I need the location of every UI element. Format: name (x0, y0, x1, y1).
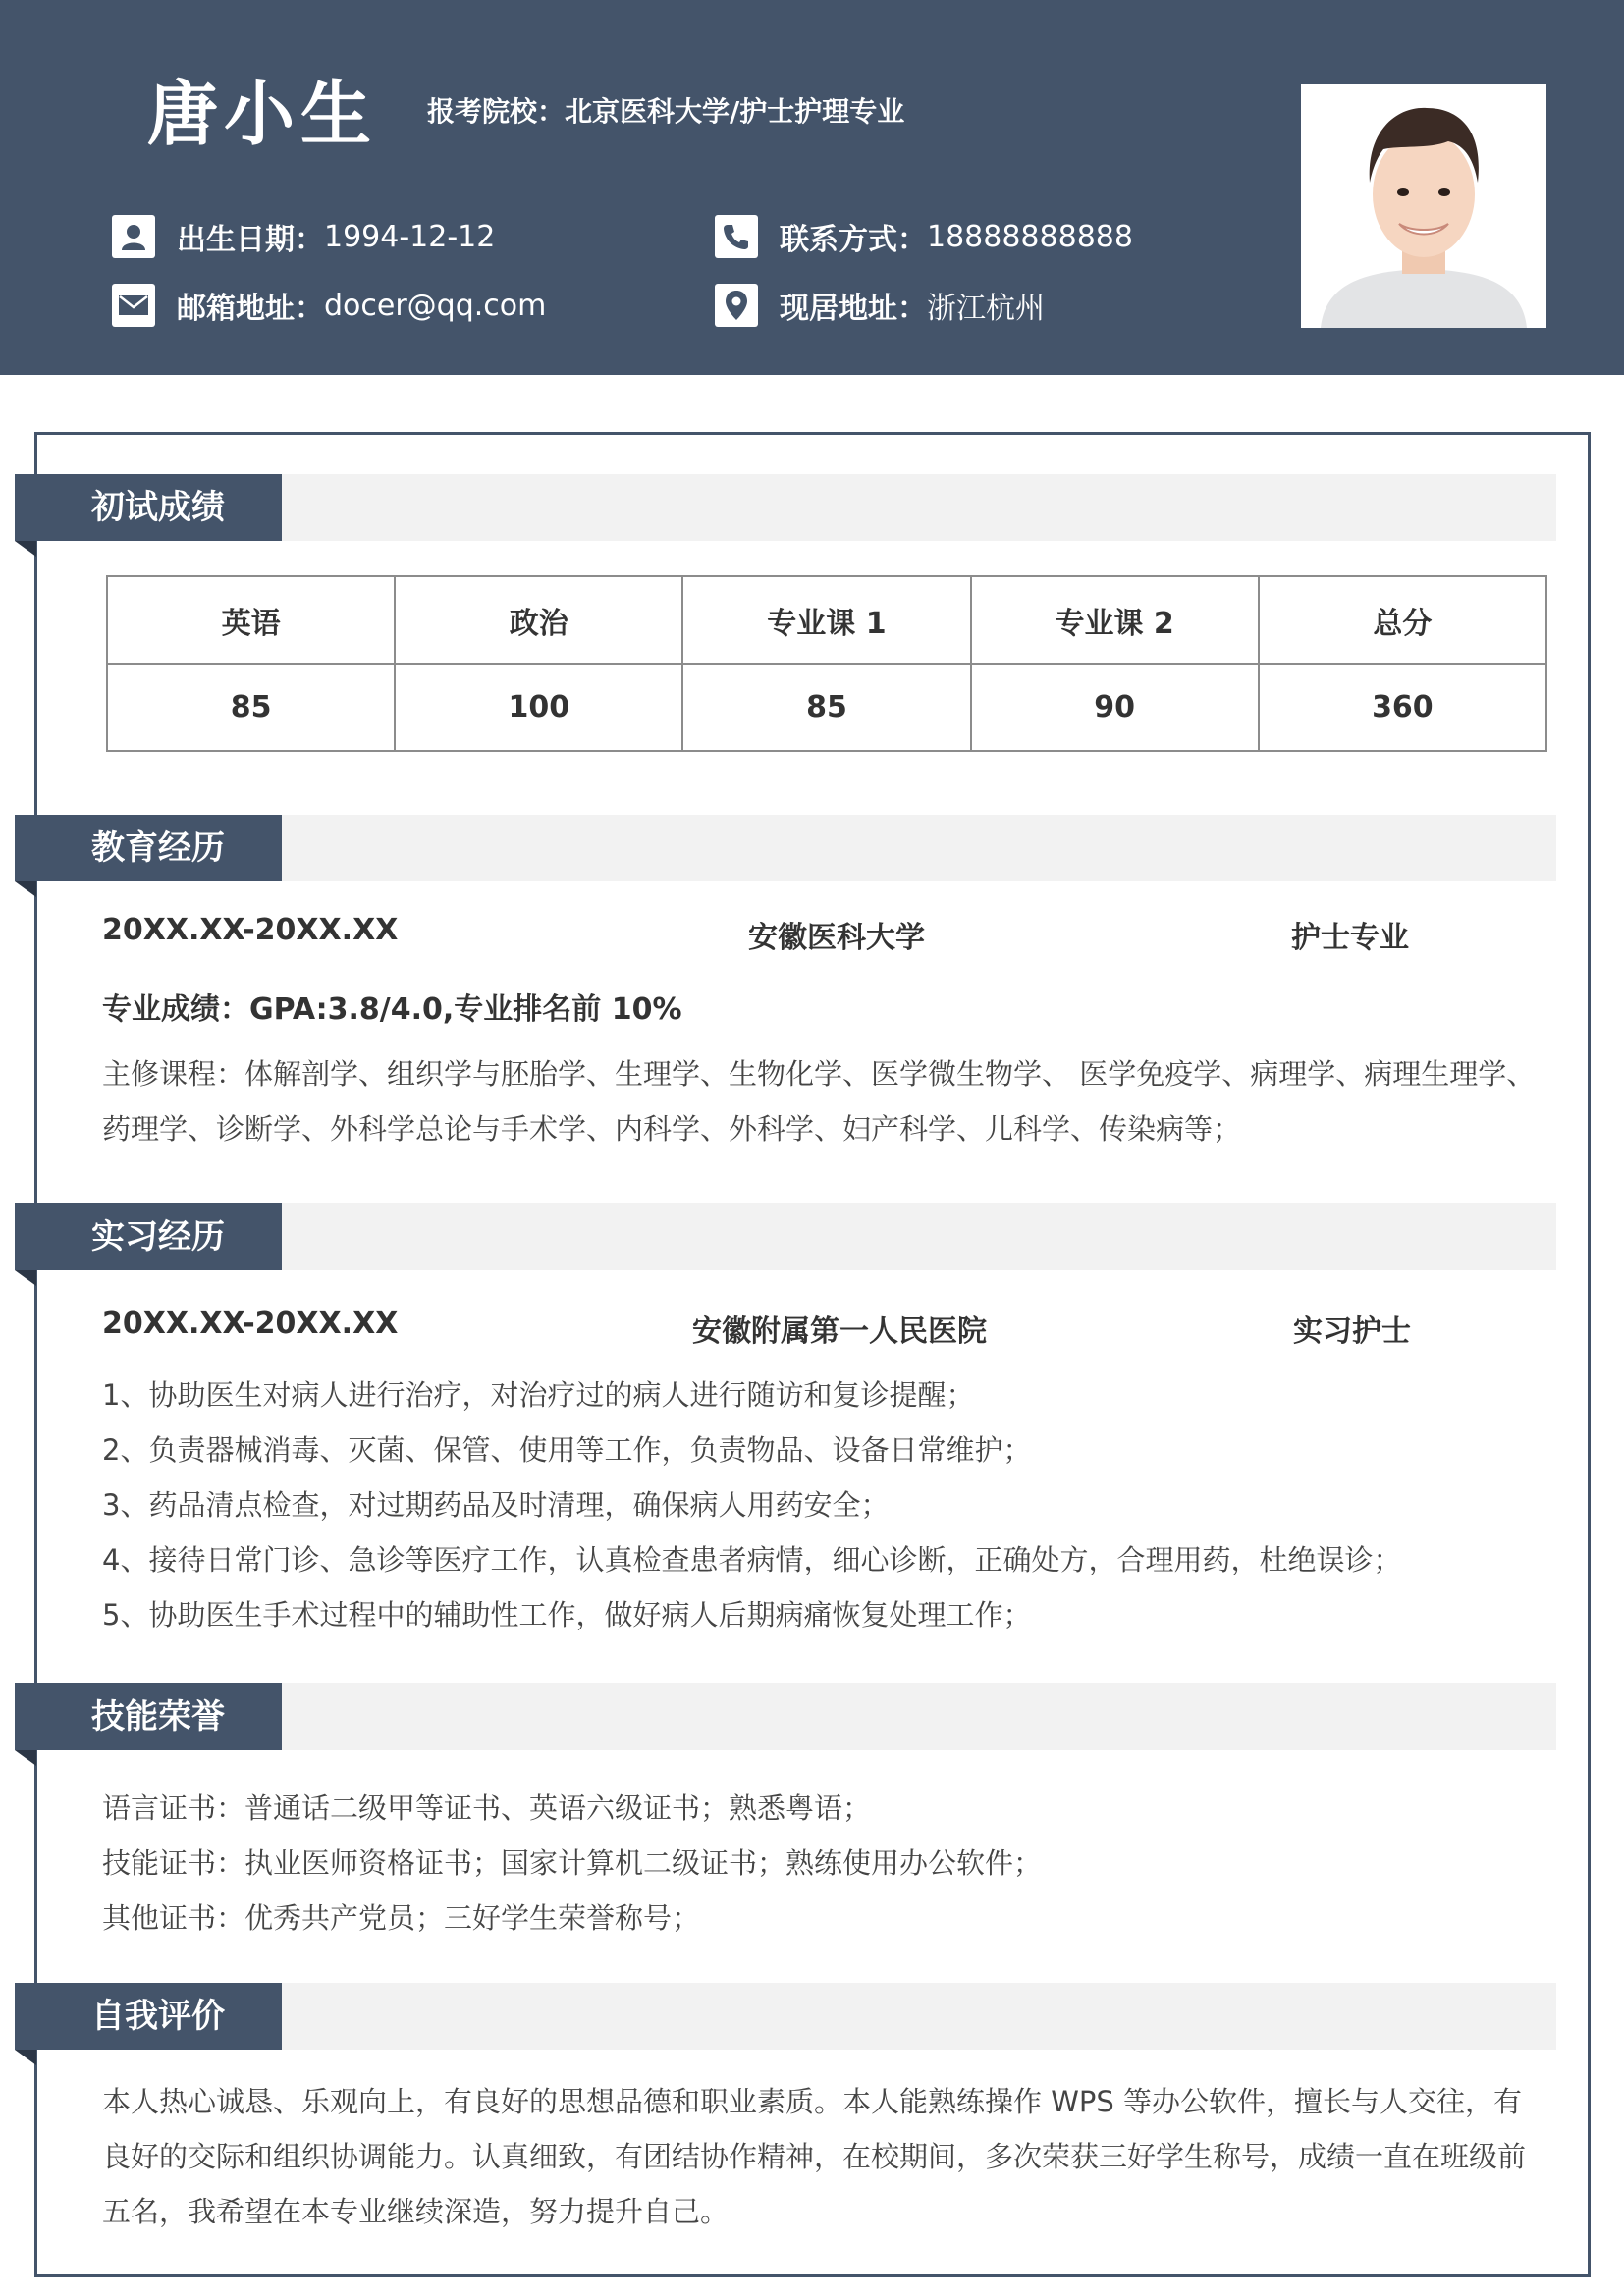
list-item: 技能证书：执业医师资格证书；国家计算机二级证书；熟练使用办公软件； (102, 1846, 1043, 1880)
address-row (715, 284, 1045, 327)
score-value-cell: 85 (107, 664, 395, 751)
birth-date-label: 出生日期： (177, 223, 324, 257)
birth-date-value: 1994-12-12 (324, 219, 496, 254)
list-item: 3、药品清点检查，对过期药品及时清理，确保病人用药安全； (102, 1488, 890, 1522)
phone-icon (715, 215, 758, 258)
target-school: 报考院校：北京医科大学/护士护理专业 (427, 95, 905, 128)
candidate-name: 唐小生 (147, 73, 378, 155)
score-table (106, 575, 1547, 752)
score-value-cell: 100 (395, 664, 682, 751)
section-title-internship: 实习经历 (15, 1203, 282, 1270)
email-value[interactable]: docer@qq.com (324, 288, 547, 323)
score-header-row (107, 576, 1546, 664)
mail-icon (112, 284, 155, 327)
birth-date-row (112, 215, 495, 258)
self-eval-text: 本人热心诚恳、乐观向上，有良好的思想品德和职业素质。本人能熟练操作 WPS 等办公软件，擅长与人交往，有良好的交际和组织协调能力。认真细致，有团结协作精神，在校期间，多次荣获三好学生称号，成绩一直在班级前五名，我希望在本专业继续深造，努力提升自己。 (102, 2085, 1527, 2228)
address-value: 浙江杭州 (927, 292, 1045, 326)
section-title-skills: 技能荣誉 (15, 1683, 282, 1750)
resume-header (0, 0, 1624, 375)
internship-duties (102, 1367, 1545, 1642)
list-item: 其他证书：优秀共产党员；三好学生荣誉称号； (102, 1901, 701, 1935)
email-row (112, 284, 546, 327)
section-fold-self-eval (15, 2050, 36, 2065)
phone-label: 联系方式： (780, 223, 927, 257)
section-fold-internship (15, 1270, 36, 1286)
skills-list (102, 1781, 1545, 1946)
score-header-cell: 总分 (1259, 576, 1546, 664)
phone-value[interactable]: 18888888888 (927, 219, 1133, 254)
education-major: 护士专业 (1291, 921, 1409, 955)
score-header-cell: 英语 (107, 576, 395, 664)
section-title-education: 教育经历 (15, 815, 282, 881)
list-item: 1、协助医生对病人进行治疗，对治疗过的病人进行随访和复诊提醒； (102, 1378, 975, 1412)
location-pin-icon (715, 284, 758, 327)
education-gpa: 专业成绩：GPA:3.8/4.0,专业排名前 10% (102, 992, 682, 1027)
list-item: 2、负责器械消毒、灭菌、保管、使用等工作，负责物品、设备日常维护； (102, 1433, 1032, 1467)
internship-role: 实习护士 (1293, 1314, 1411, 1349)
profile-photo (1301, 84, 1546, 328)
list-item: 语言证书：普通话二级甲等证书、英语六级证书；熟悉粤语； (102, 1791, 872, 1825)
score-value-cell: 90 (971, 664, 1259, 751)
education-period: 20XX.XX-20XX.XX (102, 913, 399, 947)
score-header-cell: 专业课 2 (971, 576, 1259, 664)
score-value-row (107, 664, 1546, 751)
score-header-cell: 专业课 1 (682, 576, 970, 664)
section-title-scores: 初试成绩 (15, 474, 282, 541)
section-title-self-eval: 自我评价 (15, 1983, 282, 2050)
score-value-cell: 360 (1259, 664, 1546, 751)
education-courses: 主修课程：体解剖学、组织学与胚胎学、生理学、生物化学、医学微生物学、 医学免疫学、病理学、病理生理学、药理学、诊断学、外科学总论与手术学、内科学、外科学、妇产科学、儿科学、传染病等； (102, 1057, 1536, 1146)
list-item: 4、接待日常门诊、急诊等医疗工作，认真检查患者病情，细心诊断，正确处方，合理用药，杜绝误诊； (102, 1543, 1402, 1576)
address-label: 现居地址： (780, 292, 927, 326)
section-fold-skills (15, 1750, 36, 1766)
score-value-cell: 85 (682, 664, 970, 751)
list-item: 5、协助医生手术过程中的辅助性工作，做好病人后期病痛恢复处理工作； (102, 1598, 1032, 1631)
internship-period: 20XX.XX-20XX.XX (102, 1307, 399, 1341)
score-header-cell: 政治 (395, 576, 682, 664)
email-label: 邮箱地址： (177, 292, 324, 326)
section-fold-education (15, 881, 36, 897)
internship-place: 安徽附属第一人民医院 (692, 1314, 987, 1349)
phone-row (715, 215, 1133, 258)
person-icon (112, 215, 155, 258)
section-fold-scores (15, 541, 36, 557)
education-school: 安徽医科大学 (748, 921, 925, 955)
